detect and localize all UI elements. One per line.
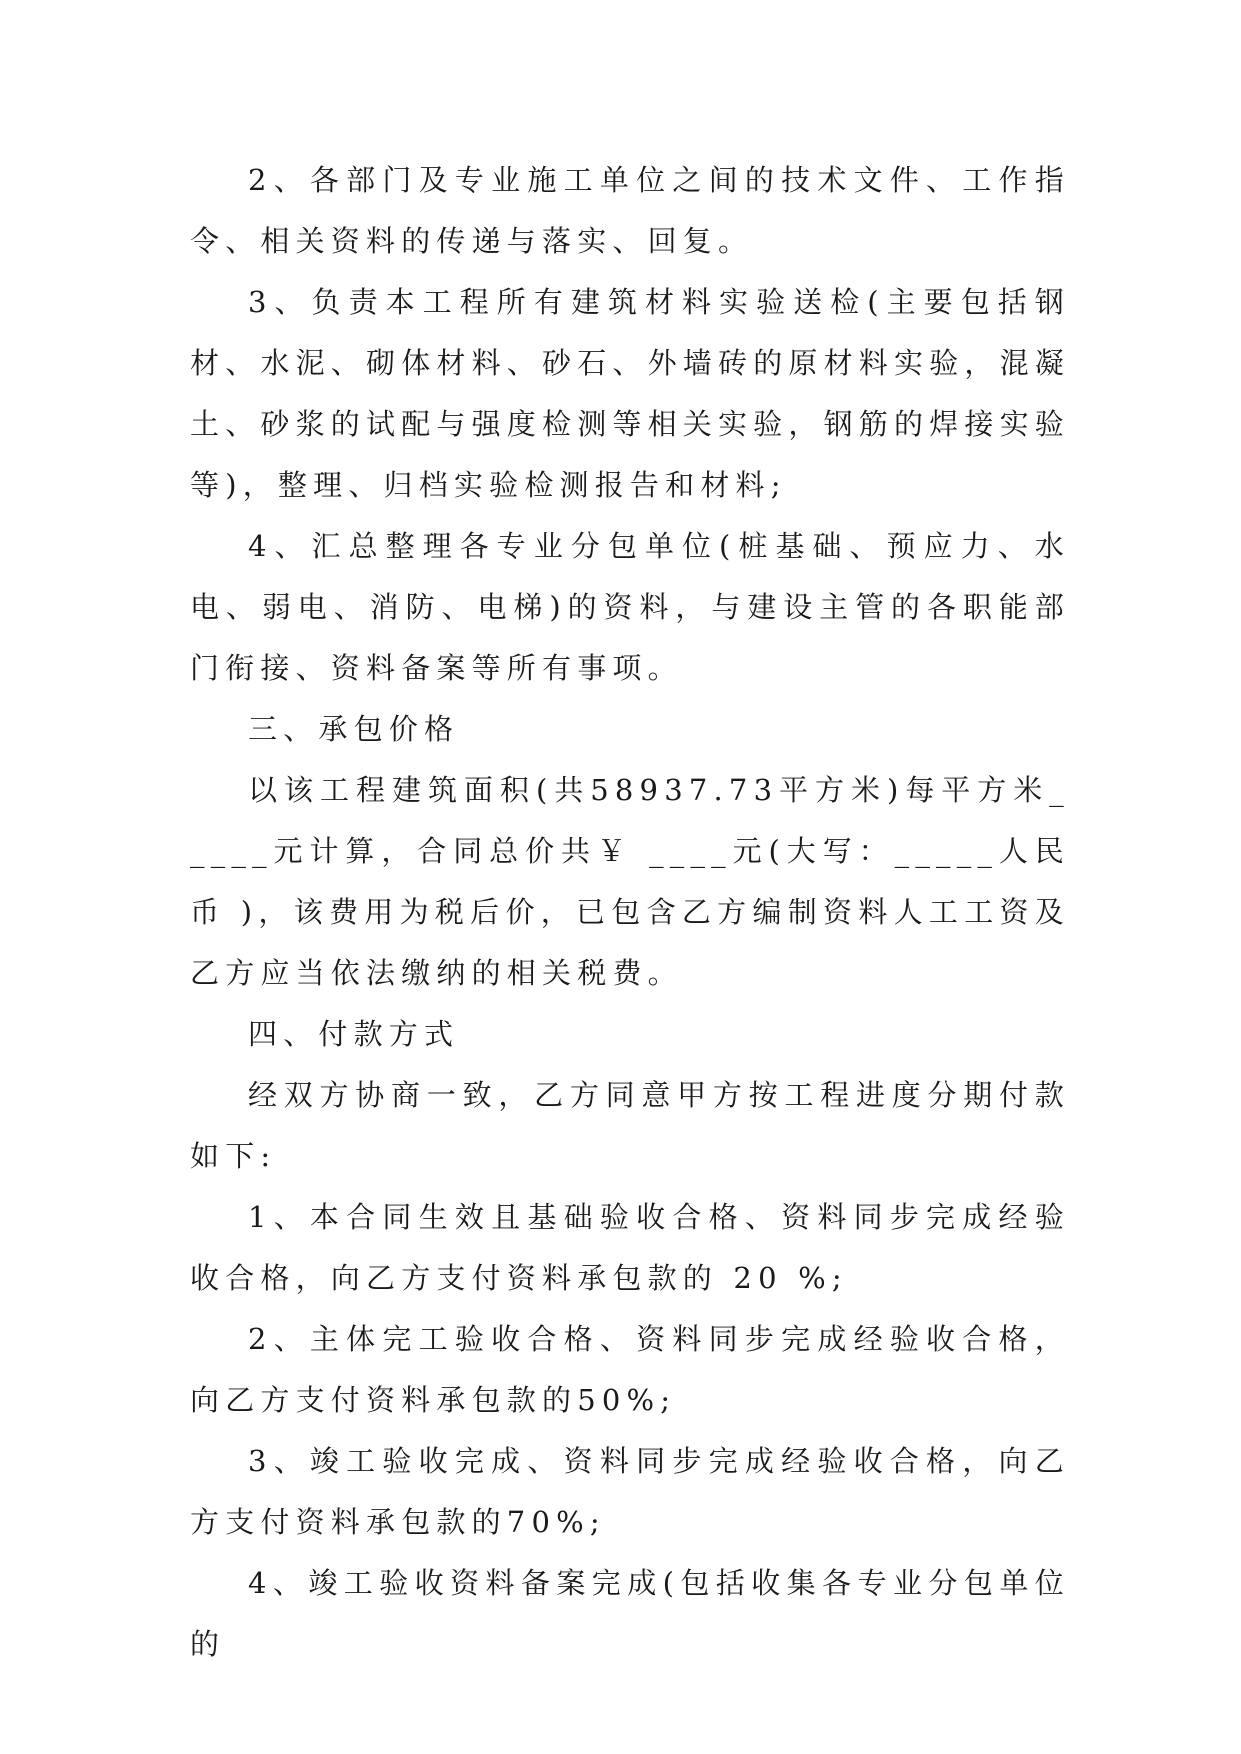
document-page (190, 150, 1070, 1675)
paragraph-payment-4: 4、竣工验收资料备案完成(包括收集各专业分包单位的 (190, 1566, 1070, 1661)
paragraph-price: 以该工程建筑面积(共58937.73平方米)每平方米_____元计算，合同总价共￥ ____元(大写：_____人民币 )，该费用为税后价，已包含乙方编制资料人工工资及乙方应当依法缴纳的相关税费。 (190, 773, 1070, 990)
paragraph-payment-2: 2、主体完工验收合格、资料同步完成经验收合格，向乙方支付资料承包款的50%; (190, 1322, 1070, 1417)
section-heading-payment: 四、付款方式 (248, 1017, 460, 1051)
paragraph-clause-4: 4、汇总整理各专业分包单位(桩基础、预应力、水电、弱电、消防、电梯)的资料，与建设主管的各职能部门衔接、资料备案等所有事项。 (190, 529, 1070, 685)
paragraph-clause-3: 3、负责本工程所有建筑材料实验送检(主要包括钢材、水泥、砌体材料、砂石、外墙砖的原材料实验，混凝土、砂浆的试配与强度检测等相关实验，钢筋的焊接实验等)，整理、归档实验检测报告和材料; (190, 285, 1071, 502)
paragraph-payment-intro: 经双方协商一致，乙方同意甲方按工程进度分期付款如下: (190, 1078, 1070, 1173)
section-heading-price: 三、承包价格 (248, 712, 460, 746)
paragraph-payment-1: 1、本合同生效且基础验收合格、资料同步完成经验收合格，向乙方支付资料承包款的 20 %; (190, 1200, 1070, 1295)
paragraph-clause-2: 2、各部门及专业施工单位之间的技术文件、工作指令、相关资料的传递与落实、回复。 (190, 163, 1070, 258)
paragraph-payment-3: 3、竣工验收完成、资料同步完成经验收合格，向乙方支付资料承包款的70%; (190, 1444, 1070, 1539)
